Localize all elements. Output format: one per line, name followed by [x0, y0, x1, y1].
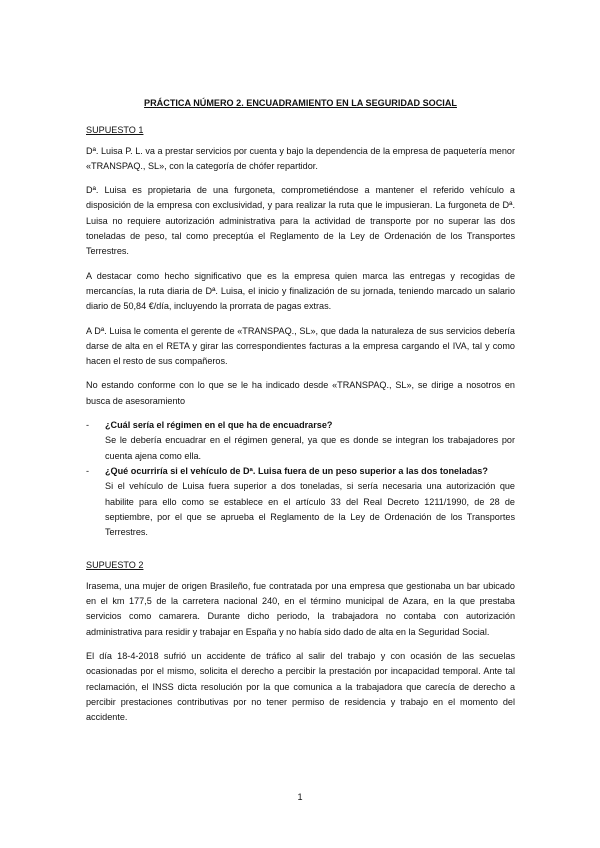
supuesto-2-paragraph: Irasema, una mujer de origen Brasileño, fue contratada por una empresa que gestionaba un bar ubicado en el km 177,5 de la carretera nacional 240, en el término municipal de Azara, en la que prestaba servicios como camarera. Durante dicho periodo, la trabajadora no contaba con autorización administrativa para residir y trabajar en España y no había sido dado de alta en la Seguridad Social.: [86, 580, 515, 637]
supuesto-1-paragraph: Dª. Luisa P. L. va a prestar servicios por cuenta y bajo la dependencia de la empresa de paquetería menor «TRANSPAQ., SL», con la categoría de chófer repartidor.: [86, 145, 515, 171]
supuesto-2-heading: SUPUESTO 2: [86, 560, 144, 571]
supuesto-1-paragraph: A destacar como hecho significativo que es la empresa quien marca las entregas y recogidas de mercancías, la ruta diaria de Dª. Luisa, el inicio y finalización de su jornada, teniendo marcado un salario diario de 50,84 €/día, incluyendo la prorrata de pagas extras.: [86, 270, 515, 312]
supuesto-1-paragraph: A Dª. Luisa le comenta el gerente de «TRANSPAQ., SL», que dada la naturaleza de sus servicios debería darse de alta en el RETA y girar las correspondientes facturas a la empresa cargando el IVA, tal y como hacen el resto de sus compañeros.: [86, 325, 515, 367]
supuesto-1-heading: SUPUESTO 1: [86, 125, 144, 136]
question-item: [86, 418, 515, 433]
document-title: PRÁCTICA NÚMERO 2. ENCUADRAMIENTO EN LA SEGURIDAD SOCIAL: [144, 98, 457, 108]
list-dash: -: [86, 420, 90, 431]
page-number: 1: [297, 792, 303, 802]
section-spacer: [86, 540, 515, 558]
question-text: ¿Cuál sería el régimen en el que ha de encuadrarse?: [105, 420, 333, 431]
supuesto-1-paragraph: Dª. Luisa es propietaria de una furgoneta, comprometiéndose a mantener el referido vehículo a disposición de la empresa con exclusividad, y para realizar la ruta que le impusieran. La furgoneta de Dª. Luisa no requiere autorización administrativa para la actividad de transporte por no superar las dos toneladas de peso, tal como preceptúa el Reglamento de la Ley de Ordenación de los Transportes Terrestres.: [86, 185, 515, 257]
list-dash: -: [86, 465, 90, 476]
question-item: [86, 464, 515, 479]
answer-text: Si el vehículo de Luisa fuera superior a dos toneladas, si sería necesaria una autorización que habilite para ello como se establece en el artículo 33 del Real Decreto 1211/1990, de 28 de septiembre, por el que se aprueba el Reglamento de la Ley de Ordenación de los Transportes Terrestres.: [105, 481, 515, 538]
supuesto-1-paragraph: No estando conforme con lo que se le ha indicado desde «TRANSPAQ., SL», se dirige a nosotros en busca de asesoramiento: [86, 380, 515, 406]
answer-text: Se le debería encuadrar en el régimen general, ya que es donde se integran los trabajadores por cuenta ajena como ella.: [105, 435, 515, 461]
question-text: ¿Qué ocurriría si el vehículo de Dª. Luisa fuera de un peso superior a las dos toneladas?: [105, 465, 488, 476]
supuesto-2-paragraph: El día 18-4-2018 sufrió un accidente de tráfico al salir del trabajo y con ocasión de las secuelas ocasionadas por el mismo, solicita el derecho a percibir la prestación por incapacidad temporal. Ante tal reclamación, el INSS dicta resolución por la que comunica a la trabajadora que carecía de derecho a percibir prestaciones contributivas por no tener permiso de residencia y trabajo en el momento del accidente.: [86, 650, 515, 723]
document-page: [86, 96, 515, 734]
